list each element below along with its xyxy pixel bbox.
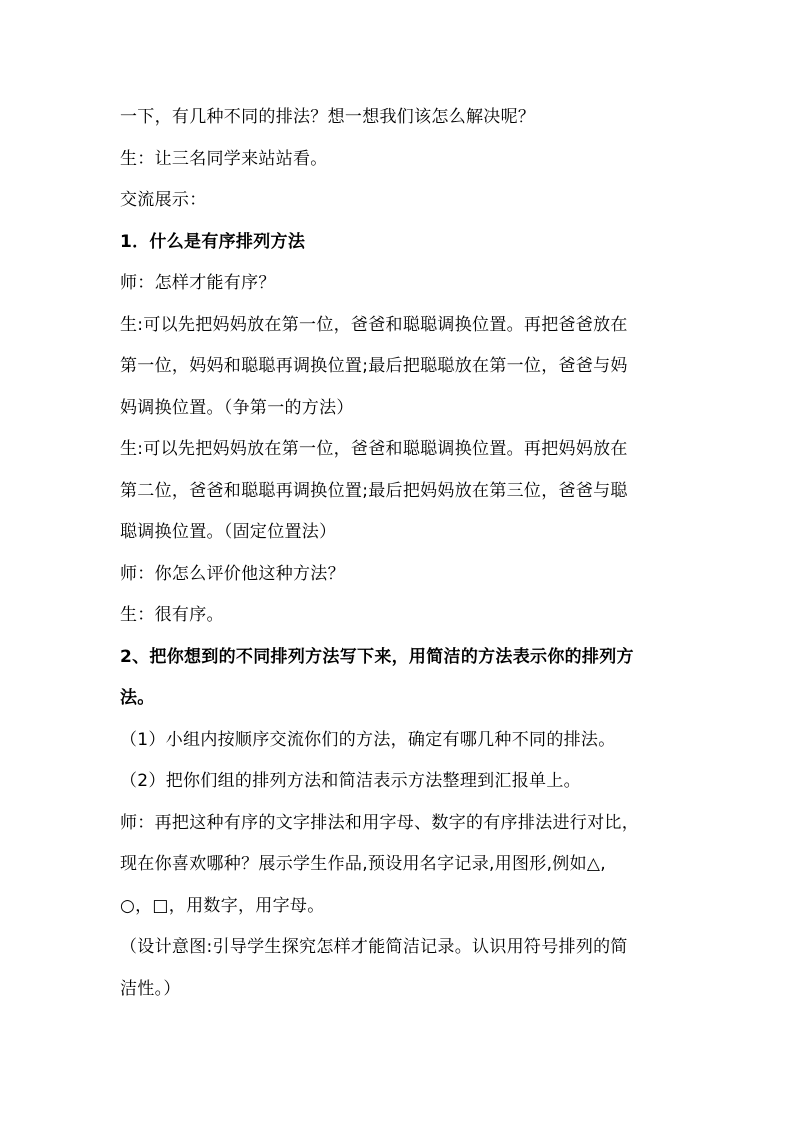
text-line: 生:可以先把妈妈放在第一位，爸爸和聪聪调换位置。再把妈妈放在 [120,439,628,459]
text-line: 聪调换位置。（固定位置法） [120,522,337,542]
text-line: 第二位，爸爸和聪聪再调换位置;最后把妈妈放在第三位，爸爸与聪 [120,480,628,501]
text-line: 生：很有序。 [120,605,224,625]
text-line: 师：你怎么评价他这种方法？ [120,563,345,584]
text-line: 生:可以先把妈妈放在第一位，爸爸和聪聪调换位置。再把爸爸放在 [120,314,628,335]
text-line: 师：再把这种有序的文字排法和用字母、数字的有序排法进行对比， [120,812,639,833]
section-heading-continued: 法。 [120,688,155,708]
text-line: （设计意图:引导学生探究怎样才能简洁记录。认识用符号排列的简 [120,937,628,957]
text-line: 现在你喜欢哪种？展示学生作品,预设用名字记录,用图形,例如△, [120,854,606,874]
section-heading: 2、把你想到的不同排列方法写下来，用简洁的方法表示你的排列方 [120,646,634,667]
text-line: 交流展示： [120,190,207,210]
text-line: ○，□，用数字，用字母。 [120,895,325,916]
document-body [120,97,680,1010]
text-line: 一下，有几种不同的排法？想一想我们该怎么解决呢？ [120,107,536,127]
text-line: 师：怎样才能有序？ [120,273,276,293]
text-line: 生：让三名同学来站站看。 [120,148,328,169]
section-heading: 1．什么是有序排列方法 [120,231,306,252]
text-line: （1）小组内按顺序交流你们的方法，确定有哪几种不同的排法。 [120,729,616,750]
text-line: 第一位，妈妈和聪聪再调换位置;最后把聪聪放在第一位，爸爸与妈 [120,356,628,376]
text-line: 妈调换位置。（争第一的方法） [120,397,354,418]
text-line: （2）把你们组的排列方法和简洁表示方法整理到汇报单上。 [120,771,581,791]
text-line: 洁性。） [120,978,181,999]
